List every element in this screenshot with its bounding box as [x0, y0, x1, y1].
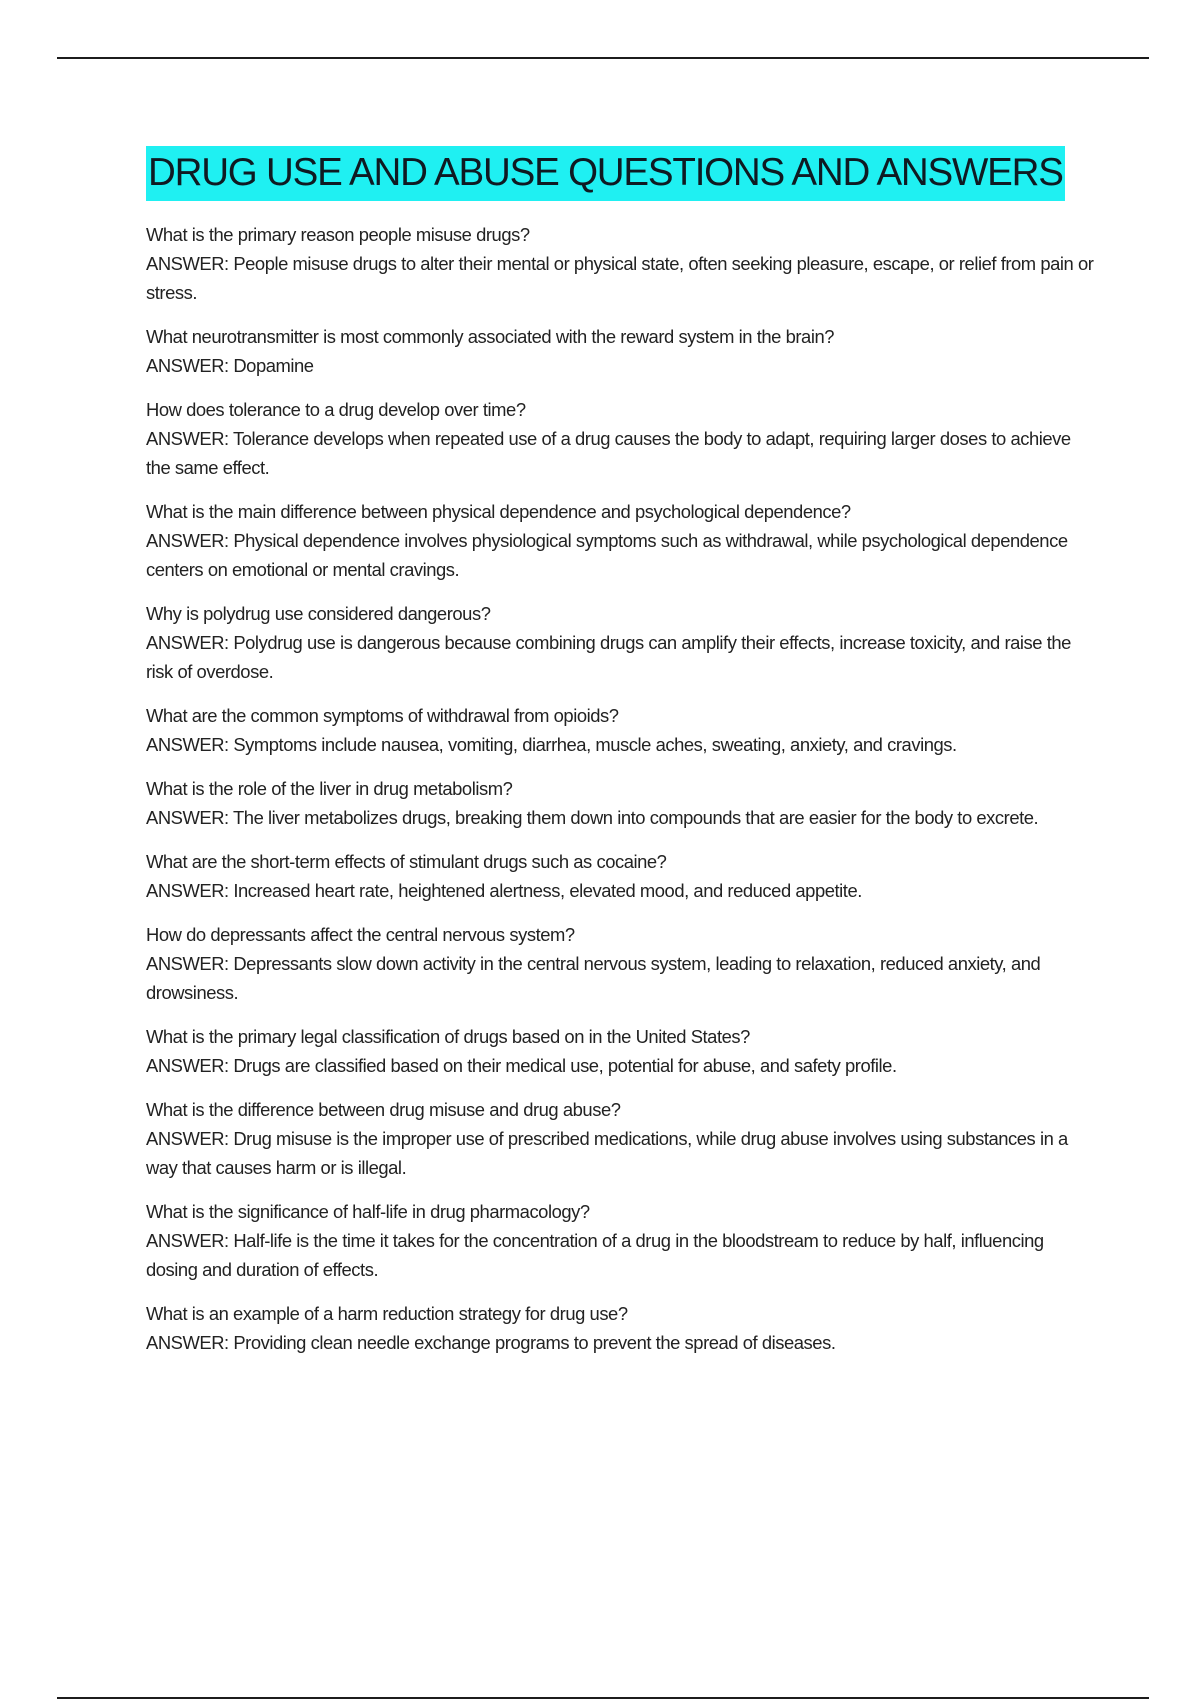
qa-item — [146, 1299, 1096, 1357]
qa-item — [146, 395, 1096, 482]
qa-item — [146, 847, 1096, 905]
qa-item — [146, 1022, 1096, 1080]
question-text: What is the main difference between physical dependence and psychological dependence? — [146, 501, 851, 522]
qa-item — [146, 1197, 1096, 1284]
qa-item — [146, 920, 1096, 1007]
answer-text: ANSWER: Symptoms include nausea, vomiting, diarrhea, muscle aches, sweating, anxiety, and cravings. — [146, 734, 957, 755]
answer-text: ANSWER: Polydrug use is dangerous because combining drugs can amplify their effects, increase toxicity, and raise the risk of overdose. — [146, 632, 1071, 682]
answer-text: ANSWER: Providing clean needle exchange programs to prevent the spread of diseases. — [146, 1332, 836, 1353]
qa-item — [146, 322, 1096, 380]
question-text: What is the primary reason people misuse drugs? — [146, 224, 530, 245]
answer-text: ANSWER: Tolerance develops when repeated use of a drug causes the body to adapt, requiring larger doses to achieve the same effect. — [146, 428, 1071, 478]
answer-text: ANSWER: Dopamine — [146, 355, 314, 376]
question-text: What is the difference between drug misuse and drug abuse? — [146, 1099, 621, 1120]
question-text: Why is polydrug use considered dangerous? — [146, 603, 491, 624]
question-text: How do depressants affect the central nervous system? — [146, 924, 575, 945]
answer-text: ANSWER: Increased heart rate, heightened alertness, elevated mood, and reduced appetite. — [146, 880, 862, 901]
question-text: What is the primary legal classification of drugs based on in the United States? — [146, 1026, 750, 1047]
qa-item — [146, 497, 1096, 584]
question-text: What is an example of a harm reduction strategy for drug use? — [146, 1303, 628, 1324]
header-rule — [57, 57, 1149, 59]
answer-text: ANSWER: The liver metabolizes drugs, breaking them down into compounds that are easier for the body to excrete. — [146, 807, 1039, 828]
answer-text: ANSWER: Depressants slow down activity in the central nervous system, leading to relaxation, reduced anxiety, and drowsiness. — [146, 953, 1041, 1003]
question-text: What neurotransmitter is most commonly associated with the reward system in the brain? — [146, 326, 835, 347]
answer-text: ANSWER: Drug misuse is the improper use of prescribed medications, while drug abuse involves using substances in a way that causes harm or is illegal. — [146, 1128, 1068, 1178]
answer-text: ANSWER: Physical dependence involves physiological symptoms such as withdrawal, while psychological dependence centers on emotional or mental cravings. — [146, 530, 1068, 580]
page-title: DRUG USE AND ABUSE QUESTIONS AND ANSWERS — [146, 146, 1065, 201]
answer-text: ANSWER: People misuse drugs to alter their mental or physical state, often seeking pleasure, escape, or relief from pain or stress. — [146, 253, 1094, 303]
question-text: What is the significance of half-life in drug pharmacology? — [146, 1201, 590, 1222]
qa-item — [146, 1095, 1096, 1182]
qa-item — [146, 599, 1096, 686]
question-text: How does tolerance to a drug develop over time? — [146, 399, 526, 420]
qa-item — [146, 701, 1096, 759]
answer-text: ANSWER: Drugs are classified based on their medical use, potential for abuse, and safety profile. — [146, 1055, 897, 1076]
qa-item — [146, 774, 1096, 832]
title-block — [146, 146, 1065, 201]
qa-item — [146, 220, 1096, 307]
question-text: What are the common symptoms of withdrawal from opioids? — [146, 705, 619, 726]
qa-list — [146, 220, 1096, 1372]
footer-rule — [57, 1697, 1149, 1699]
question-text: What are the short-term effects of stimulant drugs such as cocaine? — [146, 851, 667, 872]
answer-text: ANSWER: Half-life is the time it takes for the concentration of a drug in the bloodstream to reduce by half, influencing dosing and duration of effects. — [146, 1230, 1044, 1280]
question-text: What is the role of the liver in drug metabolism? — [146, 778, 513, 799]
